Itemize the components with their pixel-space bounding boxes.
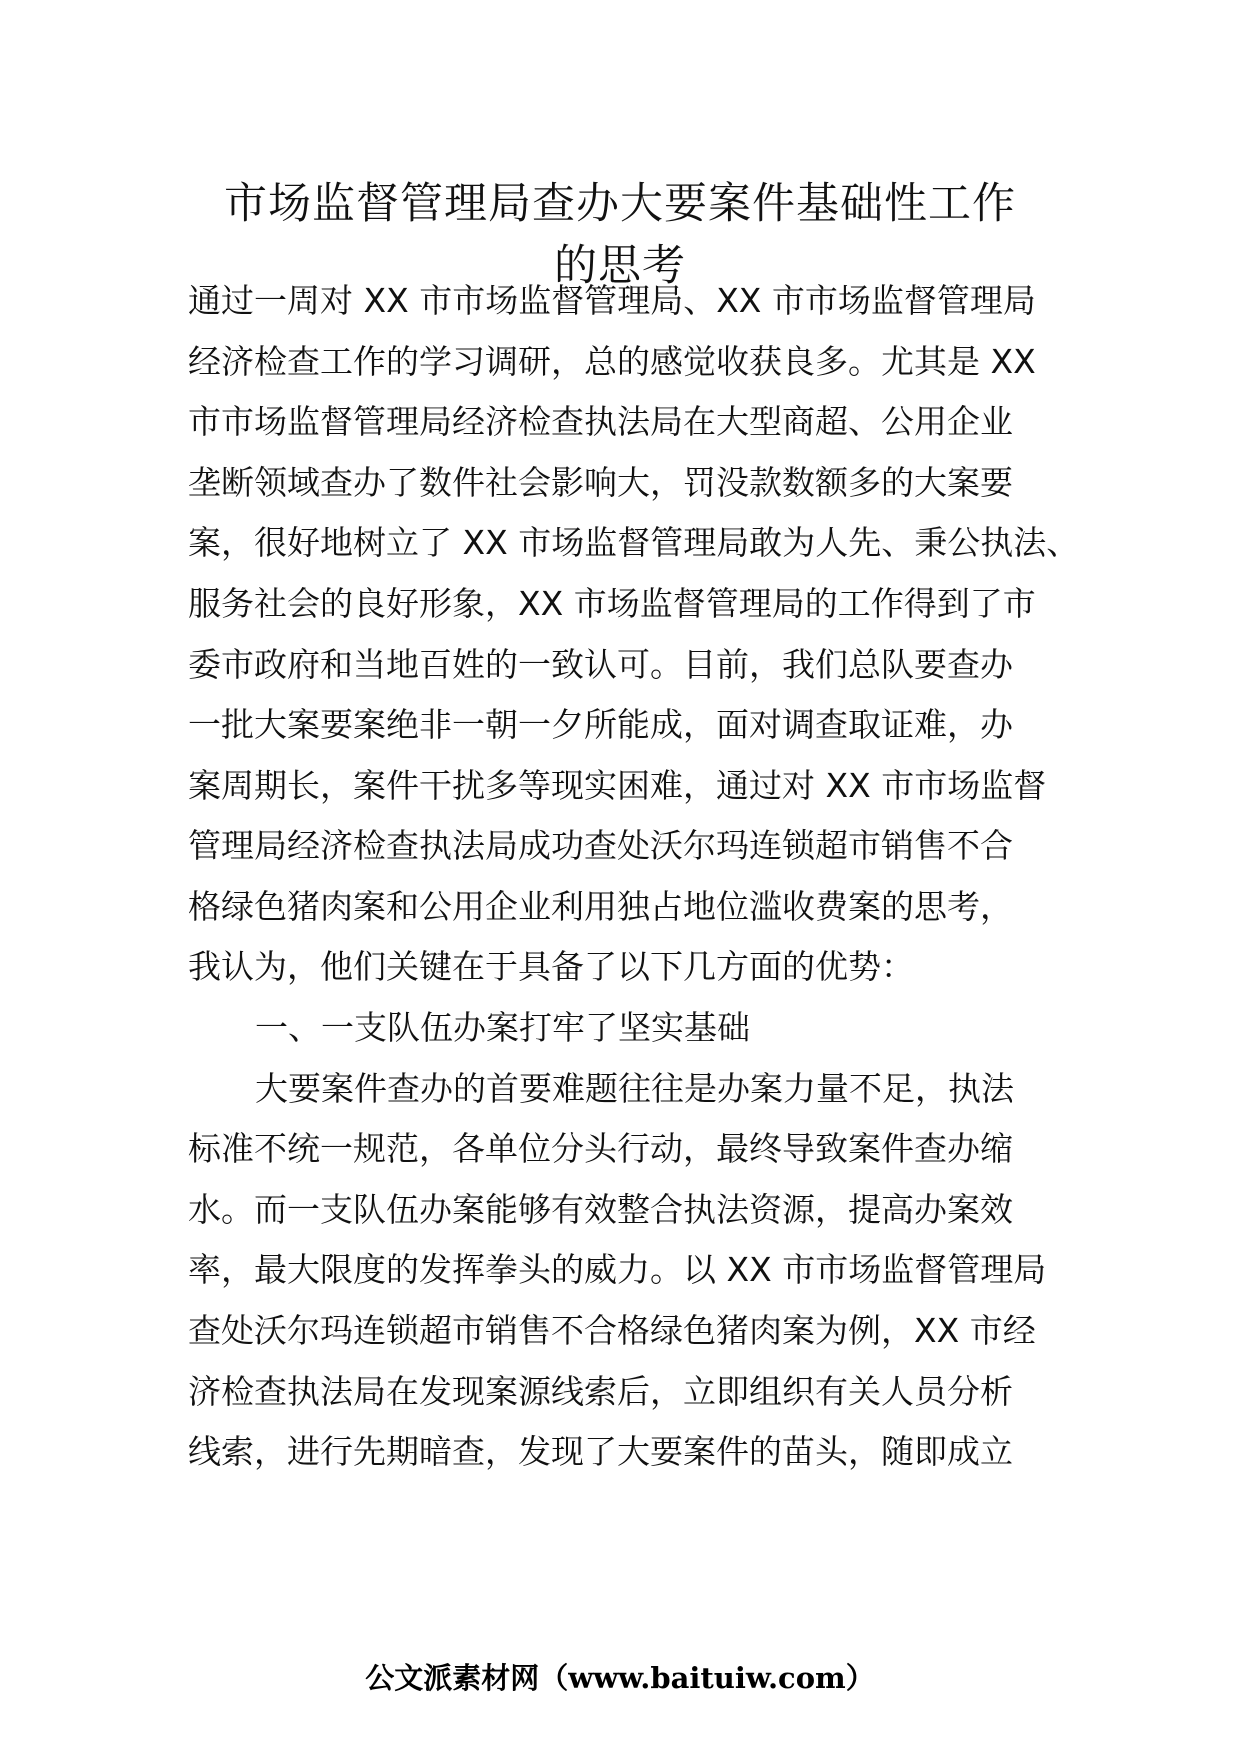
body-line: 率，最大限度的发挥拳头的威力。以 XX 市市场监督管理局 <box>188 1250 1047 1289</box>
body-line: 我认为，他们关键在于具备了以下几方面的优势： <box>188 947 914 986</box>
body-line: 水。而一支队伍办案能够有效整合执法资源，提高办案效 <box>188 1190 1013 1229</box>
section-heading: 一、一支队伍办案打牢了坚实基础 <box>255 1008 750 1047</box>
document-title-line-2: 的思考 <box>554 241 686 291</box>
source-footer: 公文派素材网（www.baituiw.com） <box>365 1661 875 1695</box>
body-line: 大要案件查办的首要难题往往是办案力量不足，执法 <box>255 1069 1014 1108</box>
body-line: 格绿色猪肉案和公用企业利用独占地位滥收费案的思考， <box>188 887 1013 926</box>
body-line: 服务社会的良好形象，XX 市场监督管理局的工作得到了市 <box>188 584 1036 623</box>
body-line: 案周期长，案件干扰多等现实困难，通过对 XX 市市场监督 <box>188 766 1047 805</box>
body-line: 案，很好地树立了 XX 市场监督管理局敢为人先、秉公执法、 <box>188 523 1080 562</box>
body-line: 垄断领域查办了数件社会影响大，罚没款数额多的大案要 <box>188 463 1013 502</box>
body-line: 线索，进行先期暗查，发现了大要案件的苗头，随即成立 <box>188 1432 1013 1471</box>
body-line: 委市政府和当地百姓的一致认可。目前，我们总队要查办 <box>188 645 1013 684</box>
body-line: 市市场监督管理局经济检查执法局在大型商超、公用企业 <box>188 402 1013 441</box>
body-line: 济检查执法局在发现案源线索后，立即组织有关人员分析 <box>188 1372 1013 1411</box>
body-line: 管理局经济检查执法局成功查处沃尔玛连锁超市销售不合 <box>188 826 1013 865</box>
body-line: 通过一周对 XX 市市场监督管理局、XX 市市场监督管理局 <box>188 281 1036 320</box>
document-title-line-1: 市场监督管理局查办大要案件基础性工作 <box>224 179 1016 229</box>
body-line: 一批大案要案绝非一朝一夕所能成，面对调查取证难，办 <box>188 705 1013 744</box>
body-line: 标准不统一规范，各单位分头行动，最终导致案件查办缩 <box>188 1129 1013 1168</box>
body-line: 经济检查工作的学习调研，总的感觉收获良多。尤其是 XX <box>188 342 1036 381</box>
body-line: 查处沃尔玛连锁超市销售不合格绿色猪肉案为例，XX 市经 <box>188 1311 1036 1350</box>
